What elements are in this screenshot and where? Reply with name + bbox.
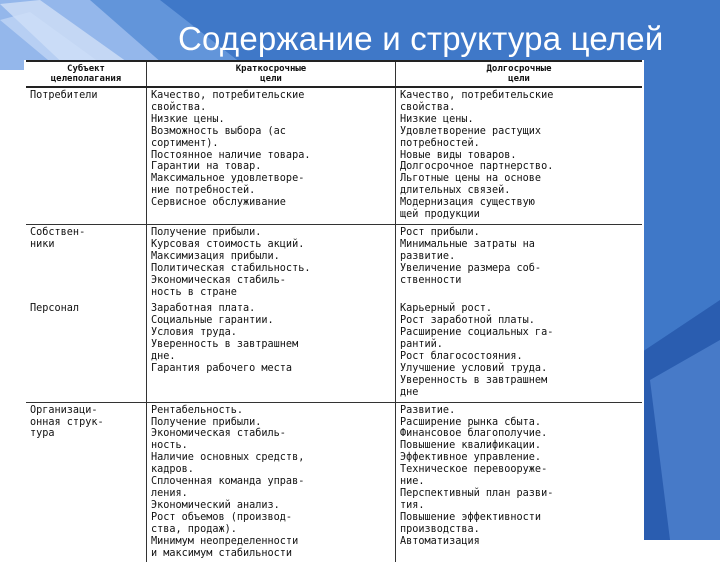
header-short-term: Краткосрочные цели bbox=[147, 61, 396, 87]
slide-title: Содержание и структура целей bbox=[178, 20, 664, 57]
subject-cell: Персонал bbox=[26, 301, 147, 402]
short-term-cell: Качество, потребительские свойства. Низкие цены. Возможность выбора (ас сортимент). Постоянное наличие товара. Гарантии на товар. Максимальное удовлетворе- ние потребностей. Сервисное обслуживание bbox=[147, 87, 396, 224]
short-term-cell: Заработная плата. Социальные гарантии. Условия труда. Уверенность в завтрашнем дне. Гарантия рабочего места bbox=[147, 301, 396, 402]
header-long-term: Долгосрочные цели bbox=[396, 61, 643, 87]
short-term-cell: Получение прибыли. Курсовая стоимость акций. Максимизация прибыли. Политическая стабильность. Экономическая стабиль- ность в стране bbox=[147, 224, 396, 301]
table-row bbox=[26, 402, 642, 562]
short-term-cell: Рентабельность. Получение прибыли. Экономическая стабиль- ность. Наличие основных средств, кадров. Сплоченная команда управ- ления. Экономический анализ. Рост объемов (производ- ства, продаж). Минимум неопределенности и максимум стабильности bbox=[147, 402, 396, 562]
goals-table bbox=[26, 60, 642, 562]
table-row bbox=[26, 87, 642, 224]
long-term-cell: Карьерный рост. Рост заработной платы. Расширение социальных га- рантий. Рост благосостояния. Улучшение условий труда. Уверенность в завтрашнем дне bbox=[396, 301, 643, 402]
table-row bbox=[26, 301, 642, 402]
goals-table-card bbox=[24, 60, 644, 559]
header-subject: Субъект целеполагания bbox=[26, 61, 147, 87]
table-row bbox=[26, 224, 642, 301]
long-term-cell: Рост прибыли. Минимальные затраты на развитие. Увеличение размера соб- ственности bbox=[396, 224, 643, 301]
subject-cell: Потребители bbox=[26, 87, 147, 224]
subject-cell: Собствен- ники bbox=[30, 226, 86, 250]
table-header-row bbox=[26, 61, 642, 87]
subject-cell: Организаци- онная струк- тура bbox=[30, 404, 104, 440]
long-term-cell: Качество, потребительские свойства. Низкие цены. Удовлетворение растущих потребностей. Новые виды товаров. Долгосрочное партнерство. Льготные цены на основе длительных связей. Модернизация существую щей продукции bbox=[396, 87, 643, 224]
long-term-cell: Развитие. Расширение рынка сбыта. Финансовое благополучие. Повышение квалификации. Эффективное управление. Техническое перевооруже- ние. Перспективный план разви- тия. Повышение эффективности производства. Автоматизация bbox=[396, 402, 643, 562]
